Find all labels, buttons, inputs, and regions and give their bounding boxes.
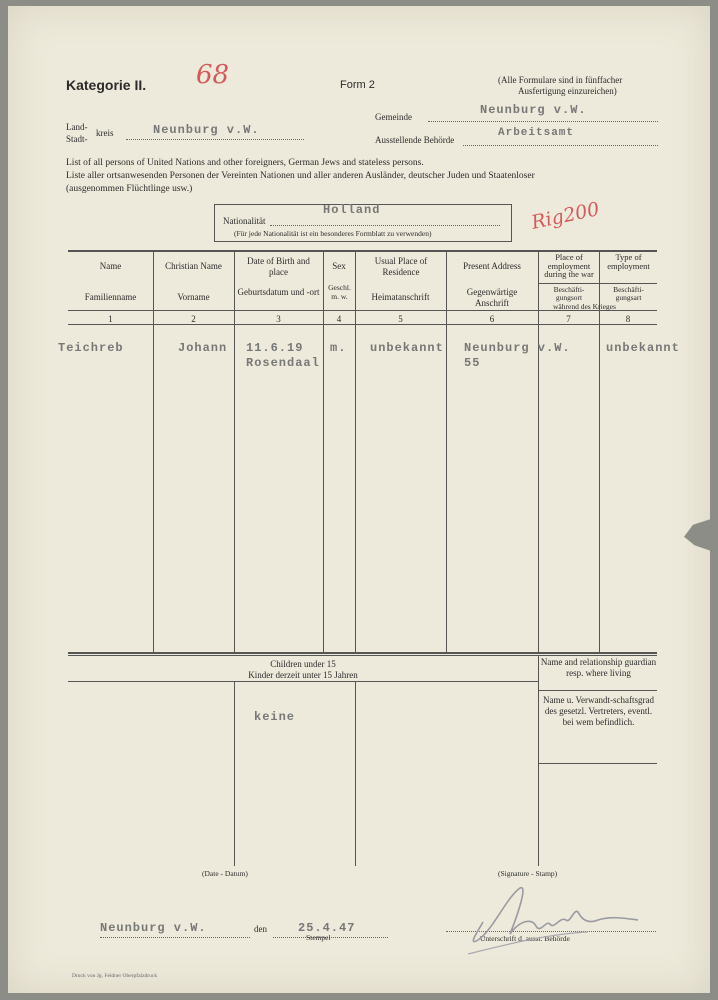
- col-header-name-en: Name: [99, 261, 122, 271]
- form-number: Form 2: [340, 79, 375, 91]
- cell-employment: unbekannt: [606, 341, 680, 355]
- col-header-birth-en: Date of Birth and place: [247, 256, 310, 277]
- col-header-birth-de: Geburtsdatum und -ort: [237, 287, 320, 297]
- land-label: Land-: [66, 122, 88, 132]
- cell-residence: unbekannt: [370, 341, 444, 355]
- col-num-4: 4: [336, 314, 342, 324]
- col-header-christian-de: Vorname: [177, 292, 210, 302]
- col-num-5: 5: [398, 314, 403, 324]
- col-num-6: 6: [489, 314, 495, 324]
- den-label: den: [254, 924, 267, 934]
- signature-icon: [448, 874, 658, 964]
- col-num-3: 3: [276, 314, 281, 324]
- form-sheet: [8, 6, 710, 993]
- copies-note-line2: Ausfertigung einzureichen): [518, 86, 617, 96]
- footer-date: 25.4.47: [298, 921, 356, 935]
- kreis-value: Neunburg v.W.: [153, 123, 260, 137]
- kreis-label: kreis: [96, 128, 114, 138]
- col-num-8: 8: [625, 314, 631, 324]
- cell-sex: m.: [330, 341, 347, 355]
- nationality-value: Holland: [323, 203, 381, 217]
- unterschrift-label: Unterschrift d. ausst. Behörde: [480, 934, 570, 943]
- nationality-label: Nationalität: [223, 216, 266, 226]
- cell-birthplace: Rosendaal: [246, 356, 320, 370]
- cell-name: Teichreb: [58, 341, 124, 355]
- children-value: keine: [254, 710, 296, 724]
- handwritten-code: Rig200: [529, 198, 602, 234]
- col-num-2: 2: [191, 314, 196, 324]
- signature-label: (Signature - Stamp): [498, 869, 558, 878]
- footer-place: Neunburg v.W.: [100, 921, 207, 935]
- col-header-residence-de: Heimatanschrift: [371, 292, 430, 302]
- gemeinde-label: Gemeinde: [375, 112, 412, 122]
- col-header-sex-en: Sex: [332, 261, 346, 271]
- col-header-residence-en: Usual Place of Residence: [374, 256, 428, 277]
- col-header-sex-de: Geschl. m. w.: [328, 283, 351, 301]
- stadt-label: Stadt-: [66, 134, 88, 144]
- nationality-line: [270, 225, 500, 226]
- kreis-line: [126, 139, 304, 140]
- col-num-1: 1: [108, 314, 113, 324]
- behoerde-label: Ausstellende Behörde: [375, 135, 455, 145]
- col-header-present-de: Gegenwärtige Anschrift: [466, 287, 518, 308]
- col-header-place-employment-de: Beschäfti-gungsort: [553, 285, 585, 302]
- col-header-place-employment-en: Place of employment during the war: [544, 252, 594, 279]
- intro-line-en: List of all persons of United Nations and other foreigners, German Jews and stateless persons.: [66, 158, 424, 168]
- cell-present-address-2: 55: [464, 356, 481, 370]
- printer-note: Druck von Jg. Feldner Oberpfalzdruck: [72, 973, 158, 979]
- behoerde-value: Arbeitsamt: [498, 127, 575, 139]
- col-num-7: 7: [566, 314, 571, 324]
- gemeinde-line: [428, 121, 658, 122]
- category-title: Kategorie II.: [66, 77, 147, 93]
- guardian-label-en: Name and relationship guardian resp. where living: [540, 657, 657, 678]
- copies-note-line1: (Alle Formulare sind in fünffacher: [498, 75, 623, 85]
- nationality-note: (Für jede Nationalität ist ein besonderes Formblatt zu verwenden): [234, 229, 432, 238]
- children-title-en: Children under 15: [270, 659, 336, 669]
- behoerde-line: [463, 145, 658, 146]
- col-header-present-en: Present Address: [463, 261, 521, 271]
- date-label: (Date - Datum): [202, 869, 248, 878]
- children-title-de: Kinder derzeit unter 15 Jahren: [248, 670, 358, 680]
- cell-dob: 11.6.19: [246, 341, 304, 355]
- col-header-name-de: Familienname: [84, 292, 137, 302]
- intro-line-de: Liste aller ortsanwesenden Personen der Vereinten Nationen und aller anderen Ausländer, deutscher Juden und Staatenloser: [66, 171, 535, 181]
- col-header-type-employment-de: Beschäfti-gungsart: [613, 285, 644, 302]
- during-war-de: während des Krieges: [553, 302, 616, 311]
- handwritten-number: 68: [196, 60, 230, 90]
- cell-christian-name: Johann: [178, 341, 228, 355]
- intro-line-de2: (ausgenommen Flüchtlinge usw.): [66, 184, 193, 194]
- col-header-christian-en: Christian Name: [165, 261, 222, 271]
- col-header-type-employment-en: Type of employment: [607, 252, 650, 271]
- cell-present-address: Neunburg v.W.: [464, 341, 571, 355]
- stempel-label: Stempel: [306, 933, 331, 942]
- guardian-label-de: Name u. Verwandt-schaftsgrad des gesetzl. Vertreters, eventl. bei wem befindlich.: [542, 695, 655, 727]
- gemeinde-value: Neunburg v.W.: [480, 103, 587, 117]
